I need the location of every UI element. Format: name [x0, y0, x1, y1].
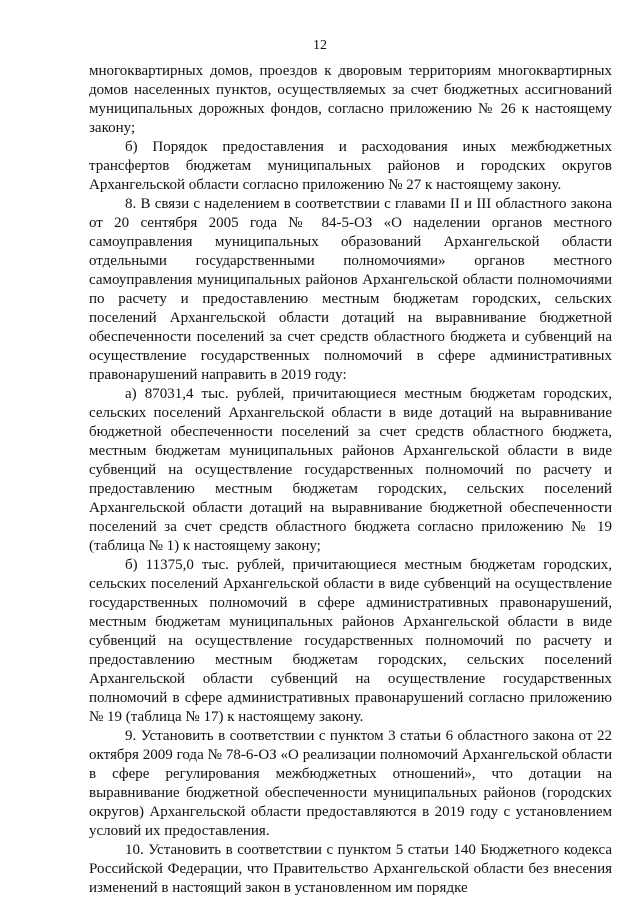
paragraph-8a: а) 87031,4 тыс. рублей, причитающиеся местным бюджетам городских, сельских поселений Архангельской области в виде дотаций на выравнивание бюджетной обеспеченности поселений за счет средств областного бюджета, местным бюджетам муниципальных районов Архангельской области в виде субвенций на осуществление государственных полномочий по расчету и предоставлению местным бюджетам городских, сельских поселений Архангельской области дотаций на выравнивание бюджетной обеспеченности поселений за счет средств областного бюджета согласно приложению № 19 (таблица № 1) к настоящему закону; — [89, 386, 612, 554]
paragraph-9: 9. Установить в соответствии с пунктом 3 статьи 6 областного закона от 22 октября 2009 года № 78-6-ОЗ «О реализации полномочий Архангельской области в сфере регулирования межбюджетных отношений», что дотации на выравнивание бюджетной обеспеченности муниципальных районов (городских округов) Архангельской области предоставляются в 2019 году с установлением условий их предоставления. — [89, 728, 612, 839]
paragraph-10: 10. Установить в соответствии с пунктом 5 статьи 140 Бюджетного кодекса Российской Федерации, что Правительство Архангельской области без внесения изменений в настоящий закон в установленном им порядке — [89, 842, 612, 896]
document-body — [89, 62, 612, 898]
paragraph-8b: б) 11375,0 тыс. рублей, причитающиеся местным бюджетам городских, сельских поселений Архангельской области в виде субвенций на осуществление государственных полномочий в сфере административных правонарушений, местным бюджетам муниципальных районов Архангельской области в виде субвенций на осуществление государственных полномочий по расчету и предоставлению местным бюджетам городских, сельских поселений Архангельской области субвенций на осуществление государственных полномочий в сфере административных правонарушений согласно приложению № 19 (таблица № 17) к настоящему закону. — [89, 557, 612, 725]
paragraph-continuation: многоквартирных домов, проездов к дворовым территориям многоквартирных домов населенных пунктов, осуществляемых за счет бюджетных ассигнований муниципальных дорожных фондов, согласно приложению № 26 к настоящему закону; — [89, 63, 612, 136]
paragraph-item-b-27: б) Порядок предоставления и расходования иных межбюджетных трансфертов бюджетам муниципальных районов и городских округов Архангельской области согласно приложению № 27 к настоящему закону. — [89, 139, 612, 193]
paragraph-8: 8. В связи с наделением в соответствии с главами II и III областного закона от 20 сентября 2005 года № 84-5-ОЗ «О наделении органов местного самоуправления муниципальных образований Архангельской области отдельными государственными полномочиями» органов местного самоуправления муниципальных районов Архангельской области полномочиями по расчету и предоставлению местным бюджетам городских, сельских поселений Архангельской области дотаций на выравнивание бюджетной обеспеченности поселений за счет средств областного бюджета и субвенций на осуществление государственных полномочий в сфере административных правонарушений направить в 2019 году: — [89, 196, 612, 383]
page-number: 12 — [313, 38, 327, 53]
